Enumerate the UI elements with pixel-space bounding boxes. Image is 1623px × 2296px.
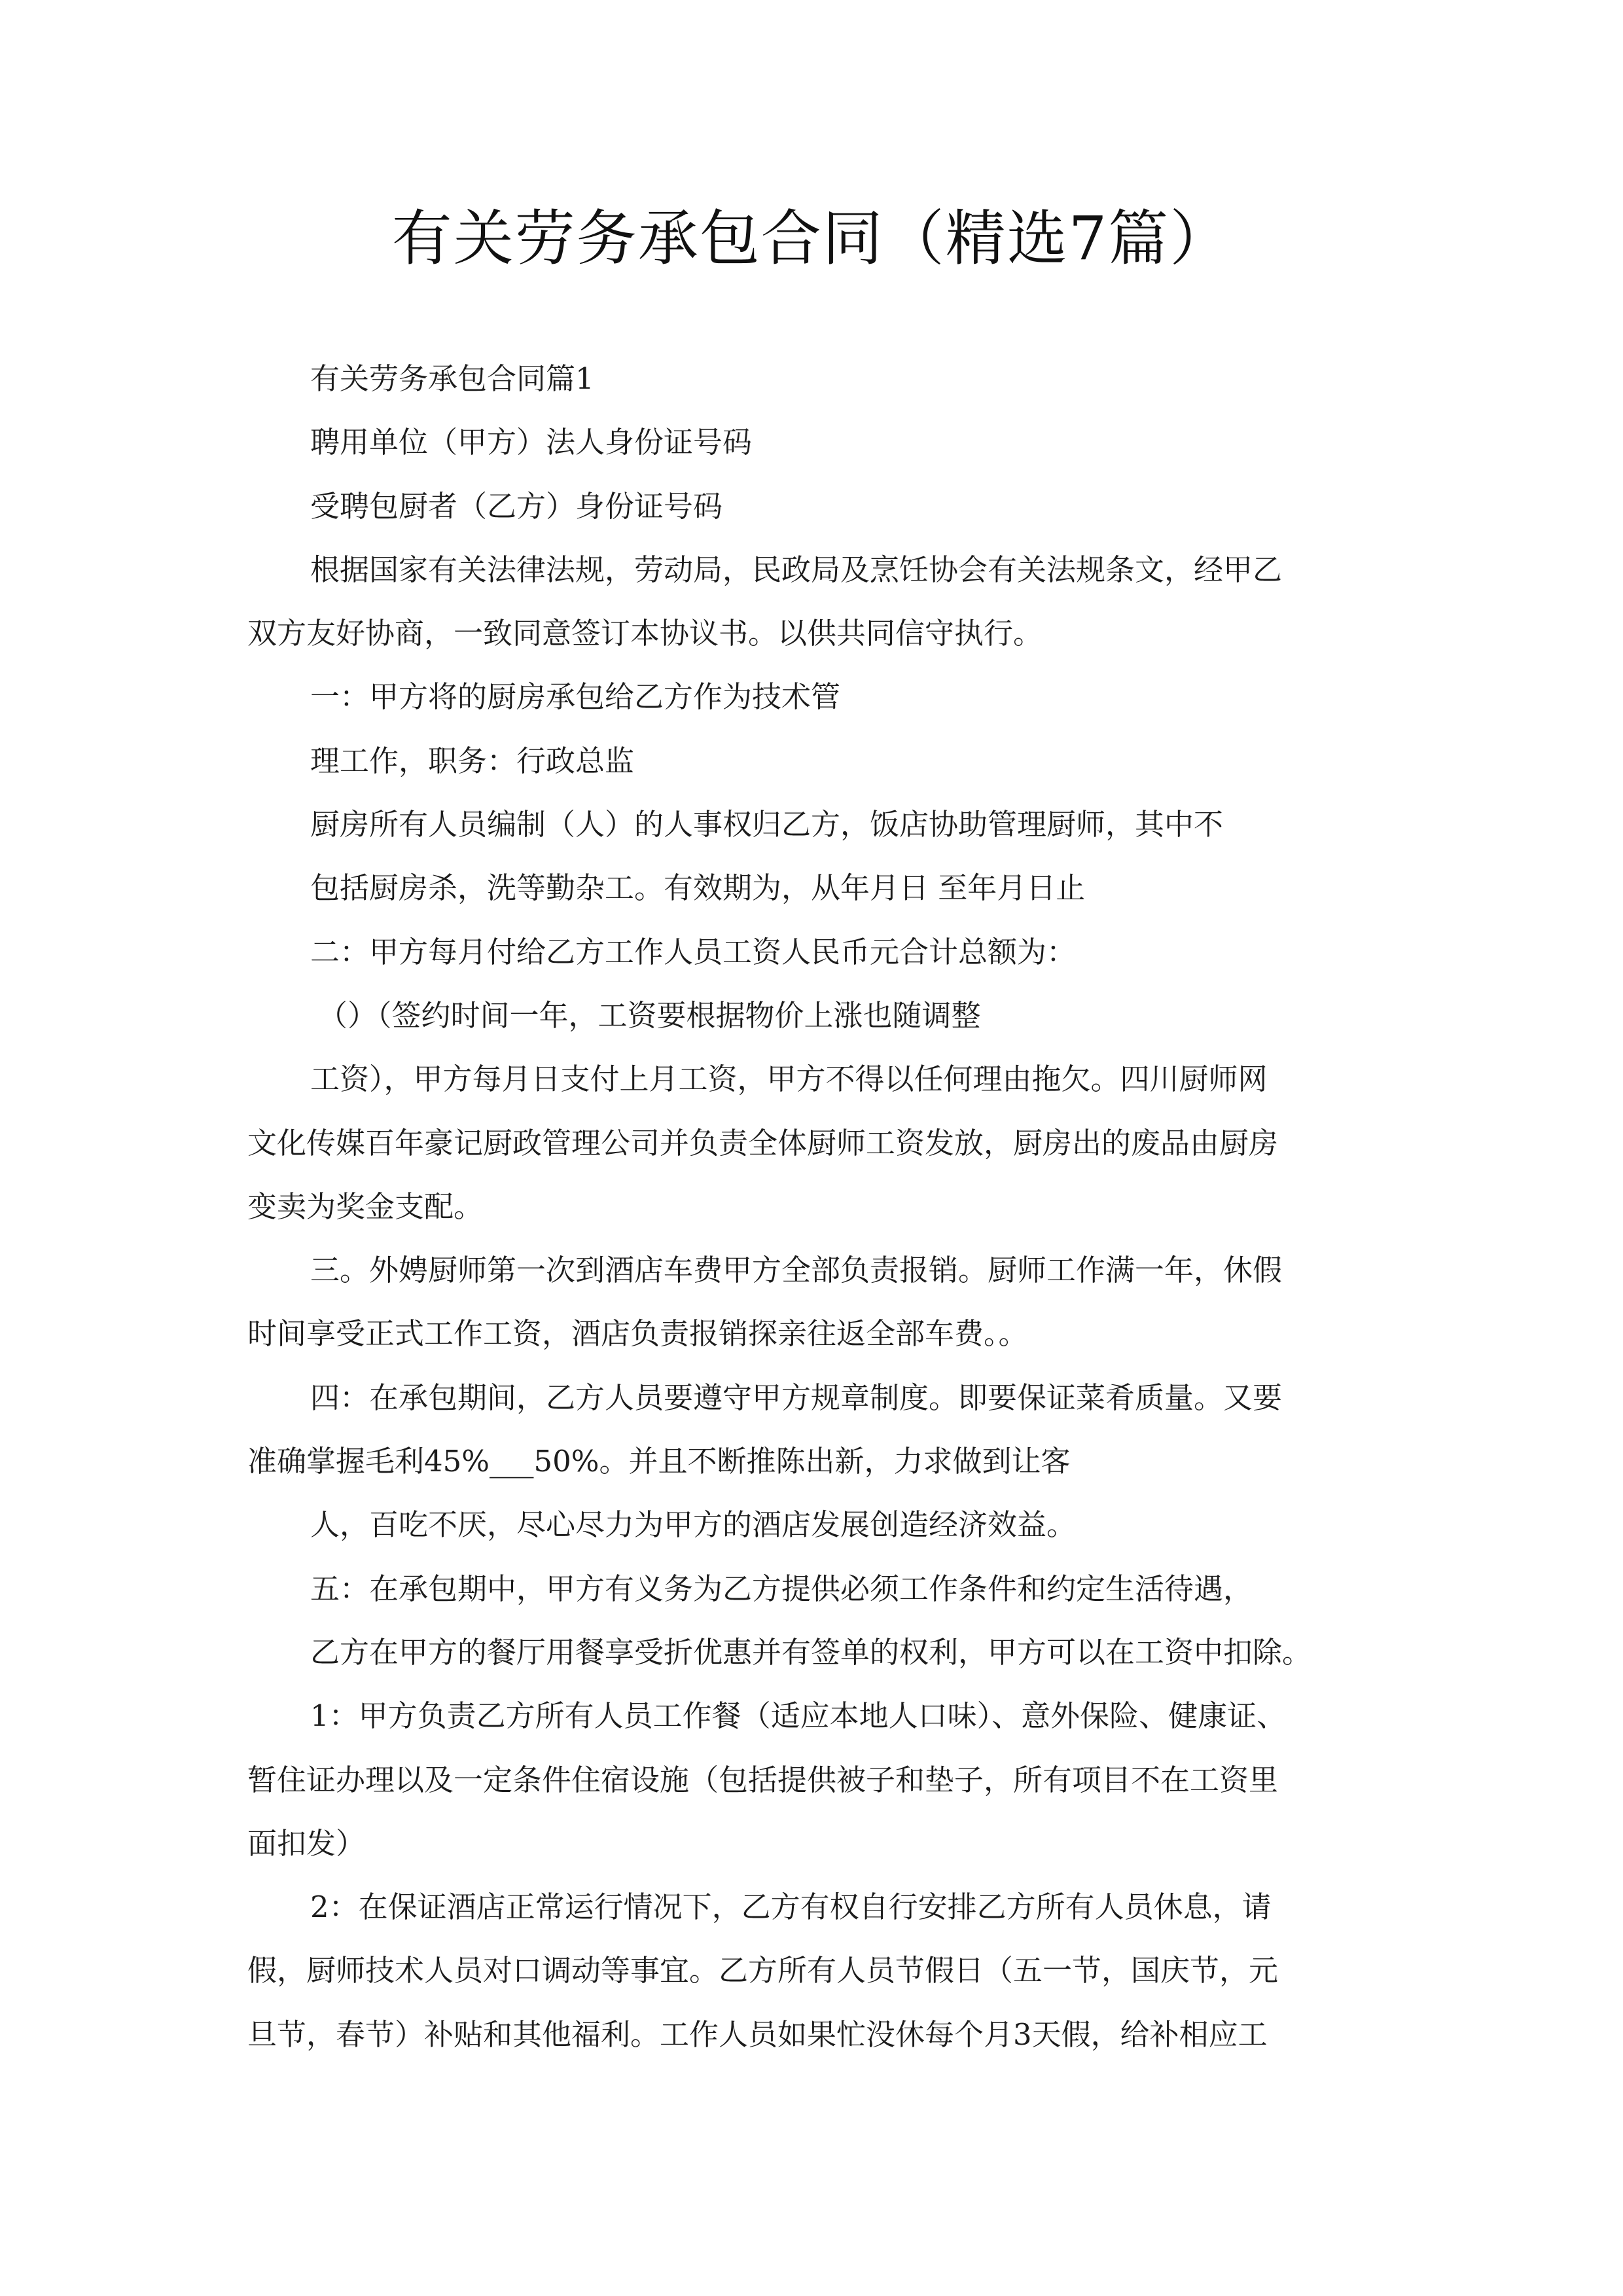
document-body — [247, 347, 1399, 2066]
paragraph-line: 假，厨师技术人员对口调动等事宜。乙方所有人员节假日（五一节，国庆节，元 — [247, 1953, 1279, 1988]
paragraph-line: 工资），甲方每月日支付上月工资，甲方不得以任何理由拖欠。四川厨师网 — [310, 1062, 1268, 1097]
paragraph-line: 双方友好协商，一致同意签订本协议书。以供共同信守执行。 — [247, 616, 1043, 651]
paragraph-line: 准确掌握毛利45%___50%。并且不断推陈出新，力求做到让客 — [247, 1444, 1071, 1479]
paragraph-line: 聘用单位（甲方）法人身份证号码 — [310, 425, 753, 460]
paragraph-line: 理工作，职务：行政总监 — [310, 743, 635, 778]
paragraph-line: 旦节，春节）补贴和其他福利。工作人员如果忙没休每个月3天假，给补相应工 — [247, 2017, 1268, 2052]
paragraph-line: 二：甲方每月付给乙方工作人员工资人民币元合计总额为： — [310, 934, 1077, 969]
paragraph-line: 四：在承包期间，乙方人员要遵守甲方规章制度。即要保证菜肴质量。又要 — [310, 1380, 1283, 1415]
paragraph-line: 根据国家有关法律法规，劳动局，民政局及烹饪协会有关法规条文，经甲乙 — [310, 552, 1283, 587]
paragraph-line: 面扣发） — [247, 1825, 366, 1861]
paragraph-line: 人，百吃不厌，尽心尽力为甲方的酒店发展创造经济效益。 — [310, 1507, 1077, 1543]
paragraph-line: 五：在承包期中，甲方有义务为乙方提供必须工作条件和约定生活待遇， — [310, 1571, 1253, 1606]
paragraph-line: 有关劳务承包合同篇1 — [310, 361, 594, 396]
paragraph-line: 一：甲方将的厨房承包给乙方作为技术管 — [310, 679, 841, 715]
paragraph-line: 暂住证办理以及一定条件住宿设施（包括提供被子和垫子，所有项目不在工资里 — [247, 1762, 1279, 1797]
paragraph-line: 包括厨房杀，洗等勤杂工。有效期为，从年月日 至年月日止 — [310, 870, 1086, 906]
paragraph-line: 时间享受正式工作工资，酒店负责报销探亲往返全部车费。。 — [247, 1316, 1028, 1352]
paragraph-line: 1：甲方负责乙方所有人员工作餐（适应本地人口味）、意外保险、健康证、 — [310, 1698, 1287, 1734]
paragraph-line: 厨房所有人员编制（人）的人事权归乙方，饭店协助管理厨师，其中不 — [310, 807, 1224, 842]
paragraph-line: （）（签约时间一年，工资要根据物价上涨也随调整 — [318, 997, 981, 1033]
paragraph-line: 受聘包厨者（乙方）身份证号码 — [310, 488, 723, 524]
paragraph-line: 变卖为奖金支配。 — [247, 1189, 484, 1224]
paragraph-line: 三。外娉厨师第一次到酒店车费甲方全部负责报销。厨师工作满一年，休假 — [310, 1253, 1283, 1288]
paragraph-line: 文化传媒百年豪记厨政管理公司并负责全体厨师工资发放，厨房出的废品由厨房 — [247, 1125, 1279, 1160]
document-title: 有关劳务承包合同（精选7篇） — [391, 204, 1232, 274]
paragraph-line: 乙方在甲方的餐厅用餐享受折优惠并有签单的权利，甲方可以在工资中扣除。 — [310, 1634, 1312, 1670]
paragraph-line: 2：在保证酒店正常运行情况下，乙方有权自行安排乙方所有人员休息，请 — [310, 1890, 1272, 1925]
